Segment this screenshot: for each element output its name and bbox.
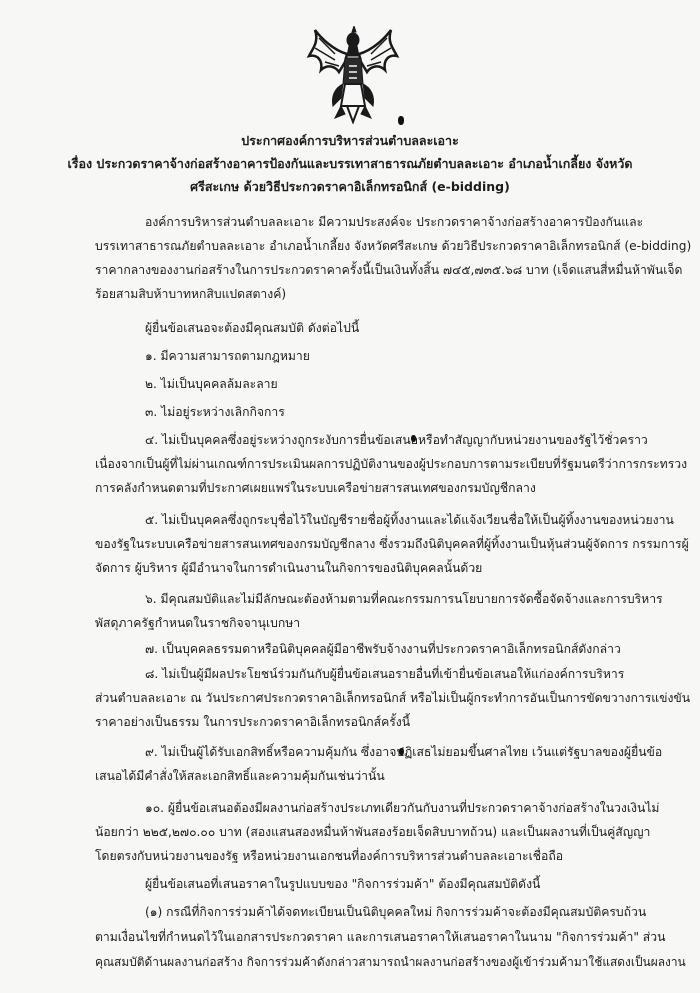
item-5-line-3: จัดการ ผู้บริหาร ผู้มีอำนาจในการดำเนินงานในกิจการของนิติบุคคลนั้นด้วย: [95, 561, 483, 575]
item-8-line-3: ราคาอย่างเป็นธรรม ในการประกวดราคาอิเล็กทรอนิกส์ครั้งนี้: [95, 715, 411, 729]
item-10-line-2: น้อยกว่า ๒๒๕,๒๗๐.๐๐ บาท (สองแสนสองหมื่นห้าพันสองร้อยเจ็ดสิบบาทถ้วน) และเป็นผลงานที่เป็นคู่สัญญา: [95, 825, 651, 839]
item-9-line-1: ๙. ไม่เป็นผู้ได้รับเอกสิทธิ์หรือความคุ้มกัน ซึ่งอาจปฏิเสธไม่ยอมขึ้นศาลไทย เว้นแต่รัฐบาลของผู้ยื่นข้อ: [145, 745, 663, 759]
subject-line-1: เรื่อง ประกวดราคาจ้างก่อสร้างอาคารป้องกันและบรรเทาสาธารณภัยตำบลละเอาะ อำเภอน้ำเกลี้ยง จังหวัด: [67, 156, 633, 171]
subject-line-2: ศรีสะเกษ ด้วยวิธีประกวดราคาอิเล็กทรอนิกส์ (e-bidding): [190, 179, 510, 194]
item-5-line-2: ของรัฐในระบบเครือข่ายสารสนเทศของกรมบัญชีกลาง ซึ่งรวมถึงนิติบุคคลที่ผู้ทิ้งงานเป็นหุ้นส่วนผู้จัดการ กรรมการผู้: [95, 537, 689, 551]
item-7: ๗. เป็นบุคคลธรรมดาหรือนิติบุคคลผู้มีอาชีพรับจ้างงานที่ประกวดราคาอิเล็กทรอนิกส์ดังกล่าว: [145, 642, 621, 656]
item-8-line-1: ๘. ไม่เป็นผู้มีผลประโยชน์ร่วมกันกับผู้ยื่นข้อเสนอรายอื่นที่เข้ายื่นข้อเสนอให้แก่องค์การบริหาร: [145, 667, 625, 681]
item-5-line-1: ๕. ไม่เป็นบุคคลซึ่งถูกระบุชื่อไว้ในบัญชีรายชื่อผู้ทิ้งงานและได้แจ้งเวียนชื่อให้เป็นผู้ทิ้งงานของหน่วยงาน: [145, 513, 674, 527]
jv-1-line-2: ตามเงื่อนไขที่กำหนดไว้ในเอกสารประกวดราคา และการเสนอราคาให้เสนอราคาในนาม "กิจการร่วมค้า" ส่วน: [95, 930, 666, 944]
intro-line-2: บรรเทาสาธารณภัยตำบลละเอาะ อำเภอน้ำเกลี้ยง จังหวัดศรีสะเกษ ด้วยวิธีประกวดราคาอิเล็กทรอนิกส์ (e-bidding): [95, 239, 692, 253]
item-6-line-1: ๖. มีคุณสมบัติและไม่มีลักษณะต้องห้ามตามที่คณะกรรมการนโยบายการจัดซื้อจัดจ้างและการบริหาร: [145, 592, 663, 606]
ink-blot: [398, 116, 404, 125]
item-6-line-2: พัสดุภาครัฐกำหนดในราชกิจจานุเบกษา: [95, 616, 301, 630]
item-4-line-1: ๔. ไม่เป็นบุคคลซึ่งอยู่ระหว่างถูกระงับการยื่นข้อเสนอหรือทำสัญญากับหน่วยงานของรัฐไว้ชั่วคราว: [145, 433, 648, 447]
jv-1-line-1: (๑) กรณีที่กิจการร่วมค้าได้จดทะเบียนเป็นนิติบุคคลใหม่ กิจการร่วมค้าจะต้องมีคุณสมบัติครบถ้วน: [145, 905, 647, 919]
garuda-emblem-icon: [305, 26, 401, 124]
item-10-line-3: โดยตรงกับหน่วยงานของรัฐ หรือหน่วยงานเอกชนที่องค์การบริหารส่วนตำบลละเอาะเชื่อถือ: [95, 849, 564, 863]
qualifications-header: ผู้ยื่นข้อเสนอจะต้องมีคุณสมบัติ ดังต่อไปนี้: [145, 321, 360, 335]
item-8-line-2: ส่วนตำบลละเอาะ ณ วันประกาศประกวดราคาอิเล็กทรอนิกส์ หรือไม่เป็นผู้กระทำการอันเป็นการขัดขวางการแข่งขัน: [95, 691, 691, 705]
item-10-line-1: ๑๐. ผู้ยื่นข้อเสนอต้องมีผลงานก่อสร้างประเภทเดียวกันกับงานที่ประกวดราคาจ้างก่อสร้างในวงเงินไม่: [145, 801, 660, 815]
item-2: ๒. ไม่เป็นบุคคลล้มละลาย: [145, 377, 278, 391]
document-title: ประกาศองค์การบริหารส่วนตำบลละเอาะ: [241, 133, 459, 148]
item-4-line-2: เนื่องจากเป็นผู้ที่ไม่ผ่านเกณฑ์การประเมินผลการปฏิบัติงานของผู้ประกอบการตามระเบียบที่รัฐมนตรีว่าการกระทรวง: [95, 457, 688, 471]
intro-line-4: ร้อยสามสิบห้าบาทหกสิบแปดสตางค์): [95, 287, 287, 301]
intro-line-1: องค์การบริหารส่วนตำบลละเอาะ มีความประสงค์จะ ประกวดราคาจ้างก่อสร้างอาคารป้องกันและ: [145, 215, 644, 229]
item-3: ๓. ไม่อยู่ระหว่างเลิกกิจการ: [145, 405, 285, 419]
intro-line-3: ราคากลางของงานก่อสร้างในการประกวดราคาครั้งนี้เป็นเงินทั้งสิ้น ๗๔๕,๗๓๕.๖๘ บาท (เจ็ดแสนสี่หมื่นห้าพันเจ็ด: [95, 263, 683, 277]
joint-venture-header: ผู้ยื่นข้อเสนอที่เสนอราคาในรูปแบบของ "กิจการร่วมค้า" ต้องมีคุณสมบัติดังนี้: [145, 877, 541, 891]
item-1: ๑. มีความสามารถตามกฎหมาย: [145, 349, 310, 363]
item-4-line-3: การคลังกำหนดตามที่ประกาศเผยแพร่ในระบบเครือข่ายสารสนเทศของกรมบัญชีกลาง: [95, 481, 536, 495]
jv-1-line-3: คุณสมบัติด้านผลงานก่อสร้าง กิจการร่วมค้าดังกล่าวสามารถนำผลงานก่อสร้างของผู้เข้าร่วมค้ามาใช้แสดงเป็นผลงาน: [95, 955, 686, 969]
item-9-line-2: เสนอได้มีคำสั่งให้สละเอกสิทธิ์และความคุ้มกันเช่นว่านั้น: [95, 769, 385, 783]
